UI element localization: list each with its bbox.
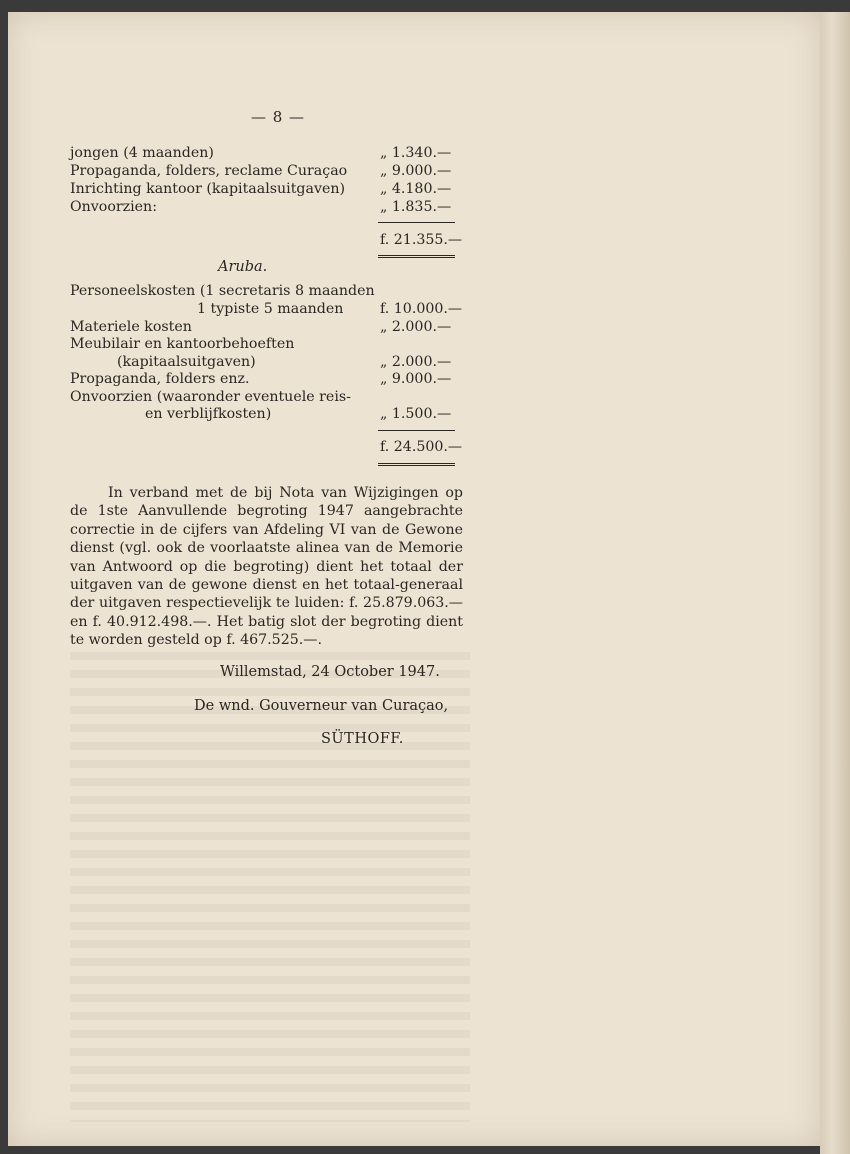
aruba-heading: Aruba. [218,259,268,275]
sum-rule [378,430,455,431]
page-edge [820,12,850,1154]
budget-row [70,353,465,371]
signatory-title: De wnd. Gouverneur van Curaçao, [194,698,449,714]
budget-row-label: en verblijfkosten) [145,406,272,422]
document-page [8,12,820,1146]
budget-row [70,180,465,198]
budget-row-amount: „ 9.000.— [380,163,452,179]
budget-row [70,318,465,336]
sum-rule [378,222,455,223]
budget-row [70,282,465,300]
budget-row-label: Propaganda, folders enz. [70,371,250,387]
budget-row-label: Materiele kosten [70,319,192,335]
budget-row-amount: f. 10.000.— [380,301,463,317]
budget-row-amount: „ 2.000.— [380,319,452,335]
correction-paragraph: In verband met de bij Nota van Wijzigingen op de 1ste Aanvullende begroting 1947 aangebrachte correctie in de cijfers van Afdeling VI van de Gewone dienst (vgl. ook de voorlaatste alinea van de Memorie van Antwoord op die begroting) dient het totaal der uitgaven van de gewone dienst en het totaal-generaal der uitgaven respectievelijk te luiden: f. 25.879.063.— en f. 40.912.498.—. Het batig slot der begroting dient te worden gesteld op f. 467.525.—. [70,485,463,649]
budget-row [70,300,465,318]
budget-row [70,388,465,406]
budget-row [70,370,465,388]
aruba-total: f. 24.500.— [380,439,463,455]
budget-row-amount: „ 4.180.— [380,181,452,197]
budget-row-label: Propaganda, folders, reclame Curaçao [70,163,348,179]
budget-row [70,405,465,423]
budget-row-amount: „ 9.000.— [380,371,452,387]
budget-row-label: Personeelskosten (1 secretaris 8 maanden [70,283,375,299]
page-number: — 8 — [250,108,306,126]
curacao-total: f. 21.355.— [380,232,463,248]
budget-row-label: Meubilair en kantoorbehoeften [70,336,295,352]
total-row [70,231,465,249]
total-double-rule [378,463,455,466]
budget-row-label: jongen (4 maanden) [70,145,214,161]
total-row [70,438,465,456]
total-double-rule [378,255,455,258]
budget-row-label: Onvoorzien (waaronder eventuele reis- [70,389,351,405]
budget-row-amount: „ 1.835.— [380,199,452,215]
signatory-name: SÜTHOFF. [321,731,404,747]
budget-row-label: (kapitaalsuitgaven) [117,354,256,370]
budget-row [70,144,465,162]
budget-row-amount: „ 1.500.— [380,406,452,422]
place-date: Willemstad, 24 October 1947. [220,664,440,680]
budget-row [70,198,465,216]
budget-row-label: 1 typiste 5 maanden [197,301,344,317]
budget-row-amount: „ 2.000.— [380,354,452,370]
budget-row-label: Inrichting kantoor (kapitaalsuitgaven) [70,181,346,197]
page-content [8,12,820,1146]
budget-row [70,335,465,353]
budget-row-label: Onvoorzien: [70,199,157,215]
budget-row-amount: „ 1.340.— [380,145,452,161]
budget-row [70,162,465,180]
